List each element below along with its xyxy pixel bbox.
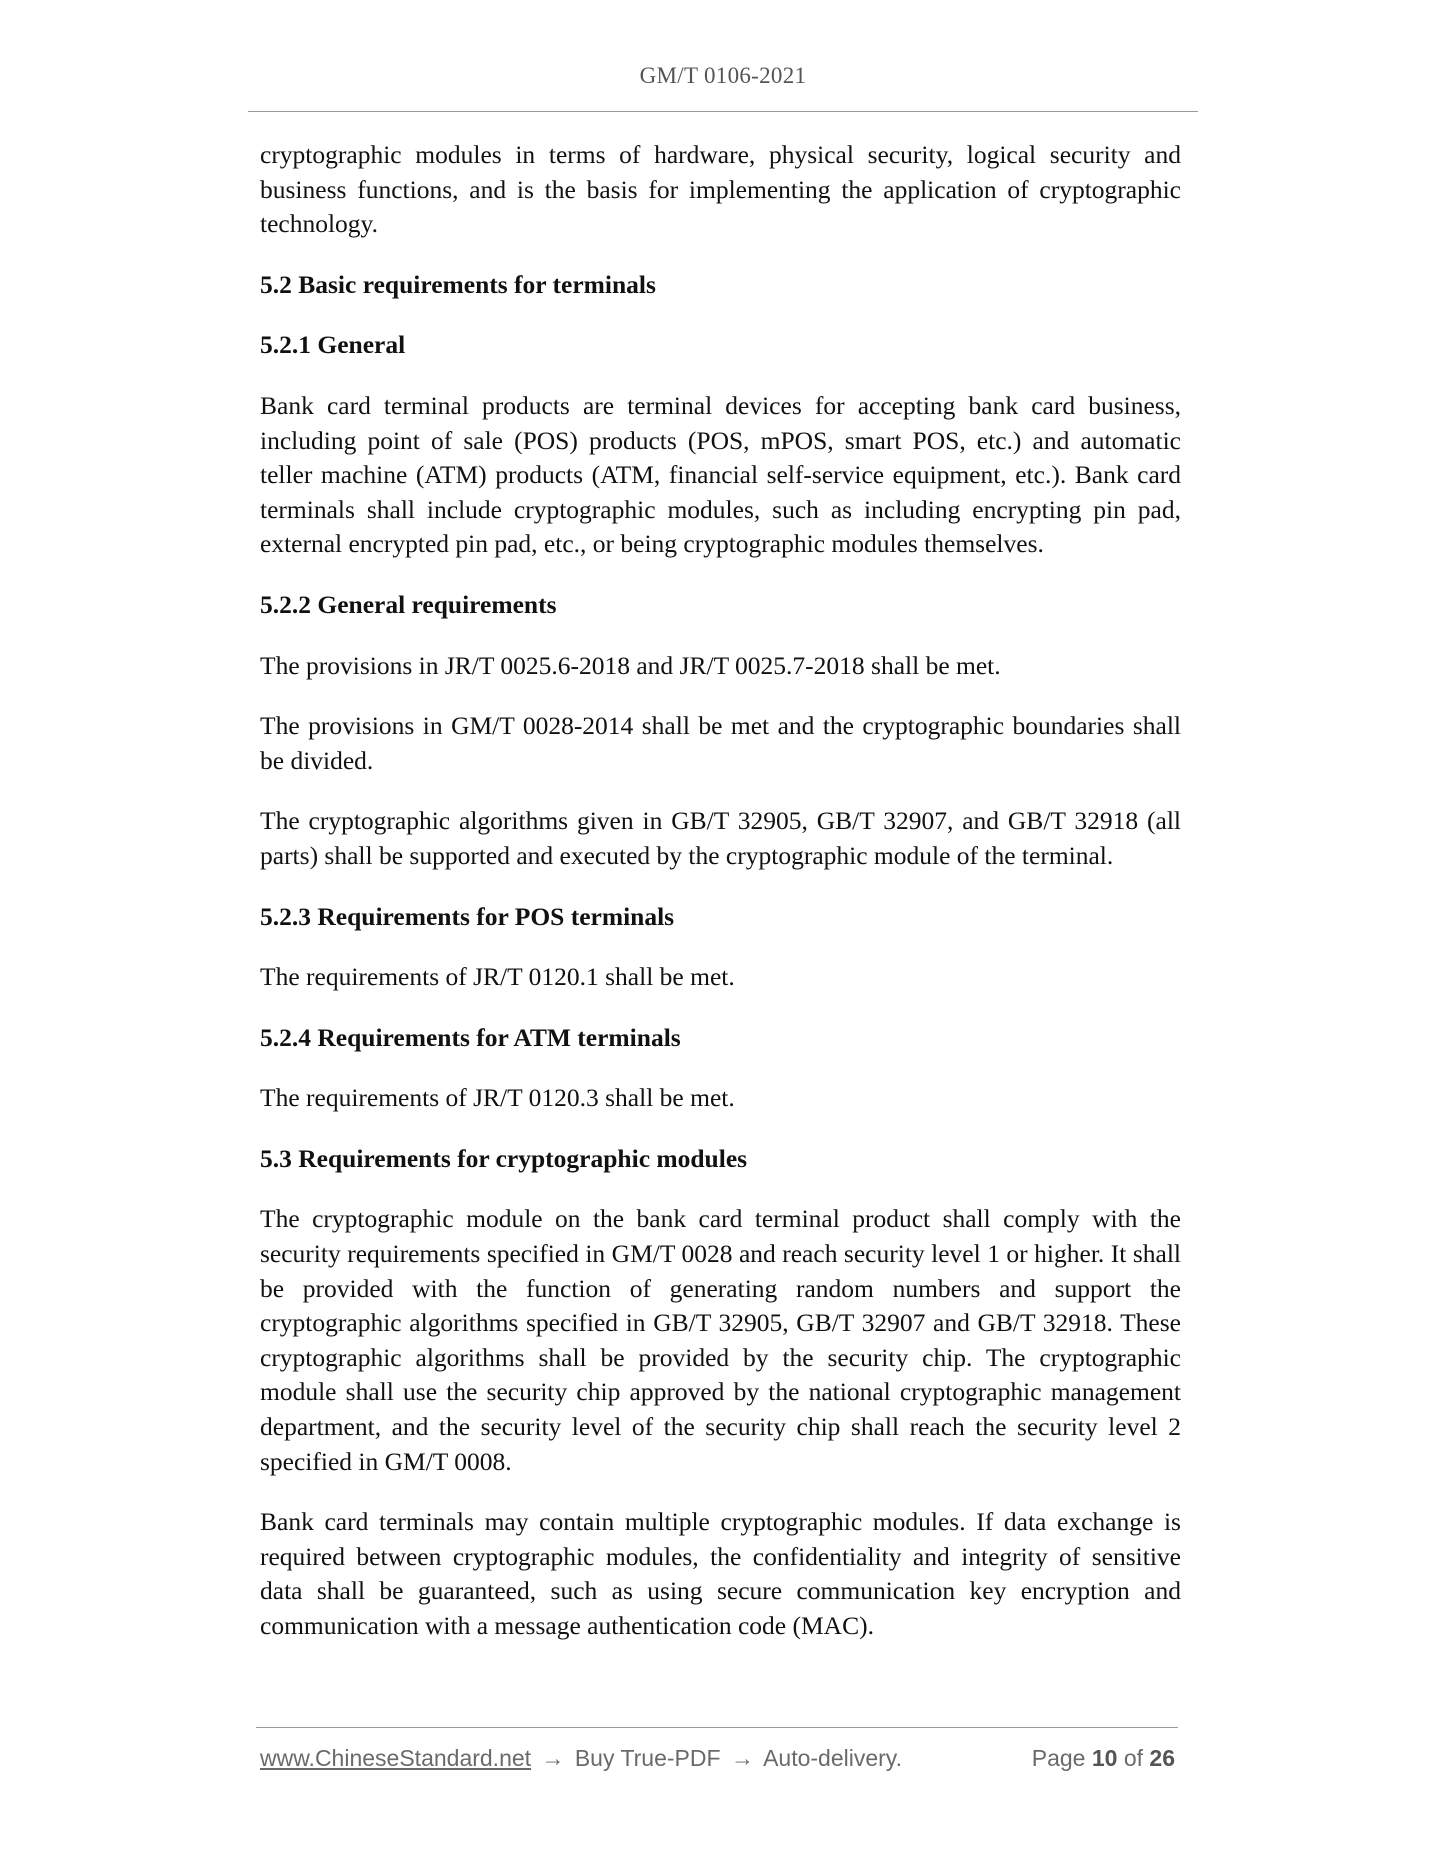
arrow-right-icon: → xyxy=(730,1745,754,1771)
paragraph-5-3-b: Bank card terminals may contain multiple cryptographic modules. If data exchange is required between cryptographic modules, the confidentiality and integrity of sensitive data shall be guaranteed, such as using secure communication key encryption and communication with a message authentication code (MAC). xyxy=(260,1507,1181,1640)
paragraph-5-3-a: The cryptographic module on the bank card terminal product shall comply with the security requirements specified in GM/T 0028 and reach security level 1 or higher. It shall be provided with the function of generating random numbers and support the cryptographic algorithms specified in GB/T 32905, GB/T 32907 and GB/T 32918. These cryptographic algorithms shall be provided by the security chip. The cryptographic module shall use the security chip approved by the national cryptographic management department, and the security level of the security chip shall reach the security level 2 specified in GM/T 0008. xyxy=(260,1204,1181,1476)
site-link[interactable]: www.ChineseStandard.net xyxy=(260,1745,532,1771)
heading-5-2-3: 5.2.3 Requirements for POS terminals xyxy=(260,901,675,931)
heading-5-2-2: 5.2.2 General requirements xyxy=(260,589,557,619)
document-body xyxy=(260,138,1181,1670)
paragraph-intro: cryptographic modules in terms of hardware, physical security, logical security and business functions, and is the basis for implementing the application of cryptographic technology. xyxy=(260,140,1181,239)
page-footer xyxy=(260,1745,1175,1772)
paragraph-5-2-3: The requirements of JR/T 0120.1 shall be met. xyxy=(260,962,735,992)
paragraph-5-2-2-b: The provisions in GM/T 0028-2014 shall be met and the cryptographic boundaries shall be divided. xyxy=(260,711,1181,775)
page-label: Page xyxy=(1031,1745,1086,1771)
page-header xyxy=(248,63,1198,89)
of-label: of xyxy=(1123,1745,1144,1771)
heading-5-3: 5.3 Requirements for cryptographic modules xyxy=(260,1143,748,1173)
paragraph-5-2-4: The requirements of JR/T 0120.3 shall be met. xyxy=(260,1083,735,1113)
delivery-text: Auto-delivery. xyxy=(763,1745,902,1771)
buy-text: Buy True-PDF xyxy=(574,1745,721,1771)
header-divider xyxy=(248,111,1198,112)
footer-promo xyxy=(260,1745,902,1772)
footer-divider xyxy=(256,1727,1178,1728)
heading-5-2: 5.2 Basic requirements for terminals xyxy=(260,269,656,299)
page-total: 26 xyxy=(1149,1745,1175,1771)
heading-5-2-1: 5.2.1 General xyxy=(260,330,406,360)
paragraph-5-2-2-c: The cryptographic algorithms given in GB/T 32905, GB/T 32907, and GB/T 32918 (all parts) shall be supported and executed by the cryptographic module of the terminal. xyxy=(260,806,1181,870)
page-number xyxy=(1032,1745,1175,1772)
paragraph-5-2-1: Bank card terminal products are terminal devices for accepting bank card business, including point of sale (POS) products (POS, mPOS, smart POS, etc.) and automatic teller machine (ATM) products (ATM, financial self-service equipment, etc.). Bank card terminals shall include cryptographic modules, such as including encrypting pin pad, external encrypted pin pad, etc., or being cryptographic modules themselves. xyxy=(260,390,1181,559)
heading-5-2-4: 5.2.4 Requirements for ATM terminals xyxy=(260,1022,681,1052)
arrow-right-icon: → xyxy=(541,1745,565,1771)
page-current: 10 xyxy=(1091,1745,1118,1771)
paragraph-5-2-2-a: The provisions in JR/T 0025.6-2018 and JR/T 0025.7-2018 shall be met. xyxy=(260,650,1001,680)
doc-number: GM/T 0106-2021 xyxy=(639,63,807,88)
